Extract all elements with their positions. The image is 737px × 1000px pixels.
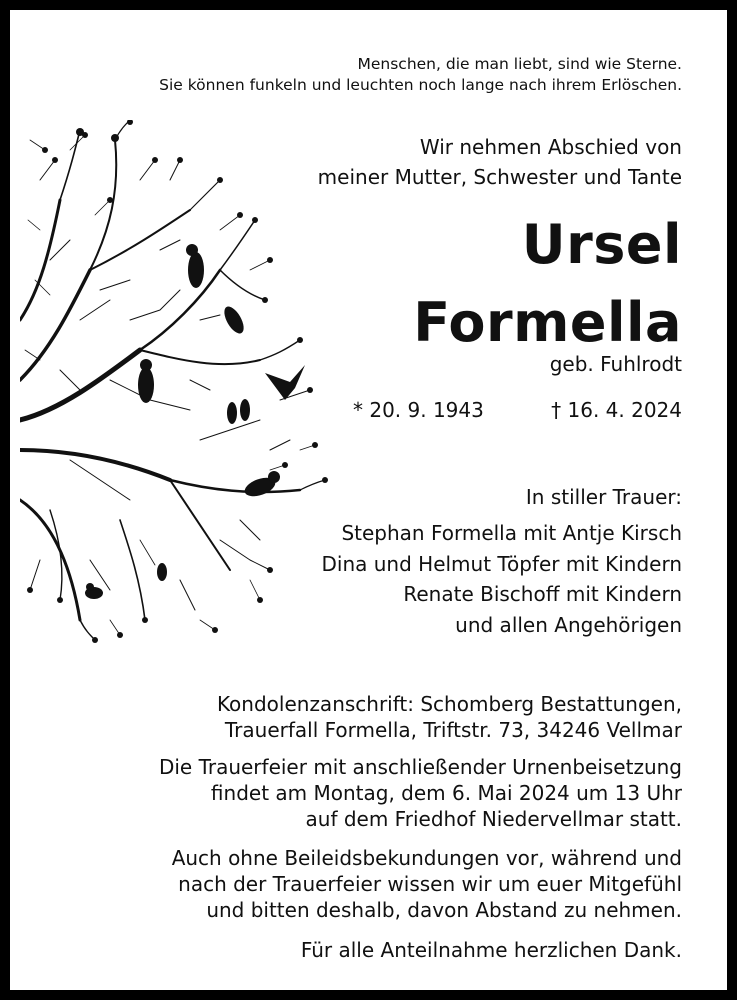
birth-date: * 20. 9. 1943 — [353, 398, 484, 422]
intro-line: Wir nehmen Abschied von — [419, 135, 682, 159]
memorial-quote — [159, 54, 682, 96]
birth-name: geb. Fuhlrodt — [549, 352, 682, 376]
thanks-line: Für alle Anteilnahme herzlichen Dank. — [300, 938, 682, 962]
deceased-name — [413, 206, 682, 362]
mourner-line: Renate Bischoff mit Kindern — [403, 582, 682, 606]
farewell-intro — [318, 132, 682, 192]
first-name: Ursel — [521, 213, 682, 276]
funeral-info — [159, 754, 682, 832]
mourners-heading: In stiller Trauer: — [525, 485, 682, 509]
mourners-list — [322, 518, 683, 640]
mourner-line: Stephan Formella mit Antje Kirsch — [341, 521, 682, 545]
condolence-address — [217, 691, 682, 743]
quote-line: Sie können funkeln und leuchten noch lange nach ihrem Erlöschen. — [159, 76, 682, 94]
tree-with-birds-icon — [20, 120, 330, 650]
condolence-line: Trauerfall Formella, Triftstr. 73, 34246 Vellmar — [224, 718, 682, 742]
request-line: und bitten deshalb, davon Abstand zu nehmen. — [206, 898, 682, 922]
request-line: Auch ohne Beileidsbekundungen vor, während und — [171, 846, 682, 870]
funeral-line: Die Trauerfeier mit anschließender Urnenbeisetzung — [158, 755, 682, 779]
quote-line: Menschen, die man liebt, sind wie Sterne. — [357, 55, 682, 73]
condolence-line: Kondolenzanschrift: Schomberg Bestattungen, — [216, 692, 682, 716]
last-name: Formella — [413, 291, 682, 354]
funeral-line: findet am Montag, dem 6. Mai 2024 um 13 Uhr — [210, 781, 682, 805]
intro-line: meiner Mutter, Schwester und Tante — [317, 165, 682, 189]
death-date: † 16. 4. 2024 — [551, 398, 682, 422]
request-line: nach der Trauerfeier wissen wir um euer Mitgefühl — [178, 872, 682, 896]
mourner-line: und allen Angehörigen — [455, 612, 682, 637]
mourner-line: Dina und Helmut Töpfer mit Kindern — [321, 551, 682, 576]
funeral-line: auf dem Friedhof Niedervellmar statt. — [305, 807, 682, 831]
condolence-request — [172, 845, 682, 923]
